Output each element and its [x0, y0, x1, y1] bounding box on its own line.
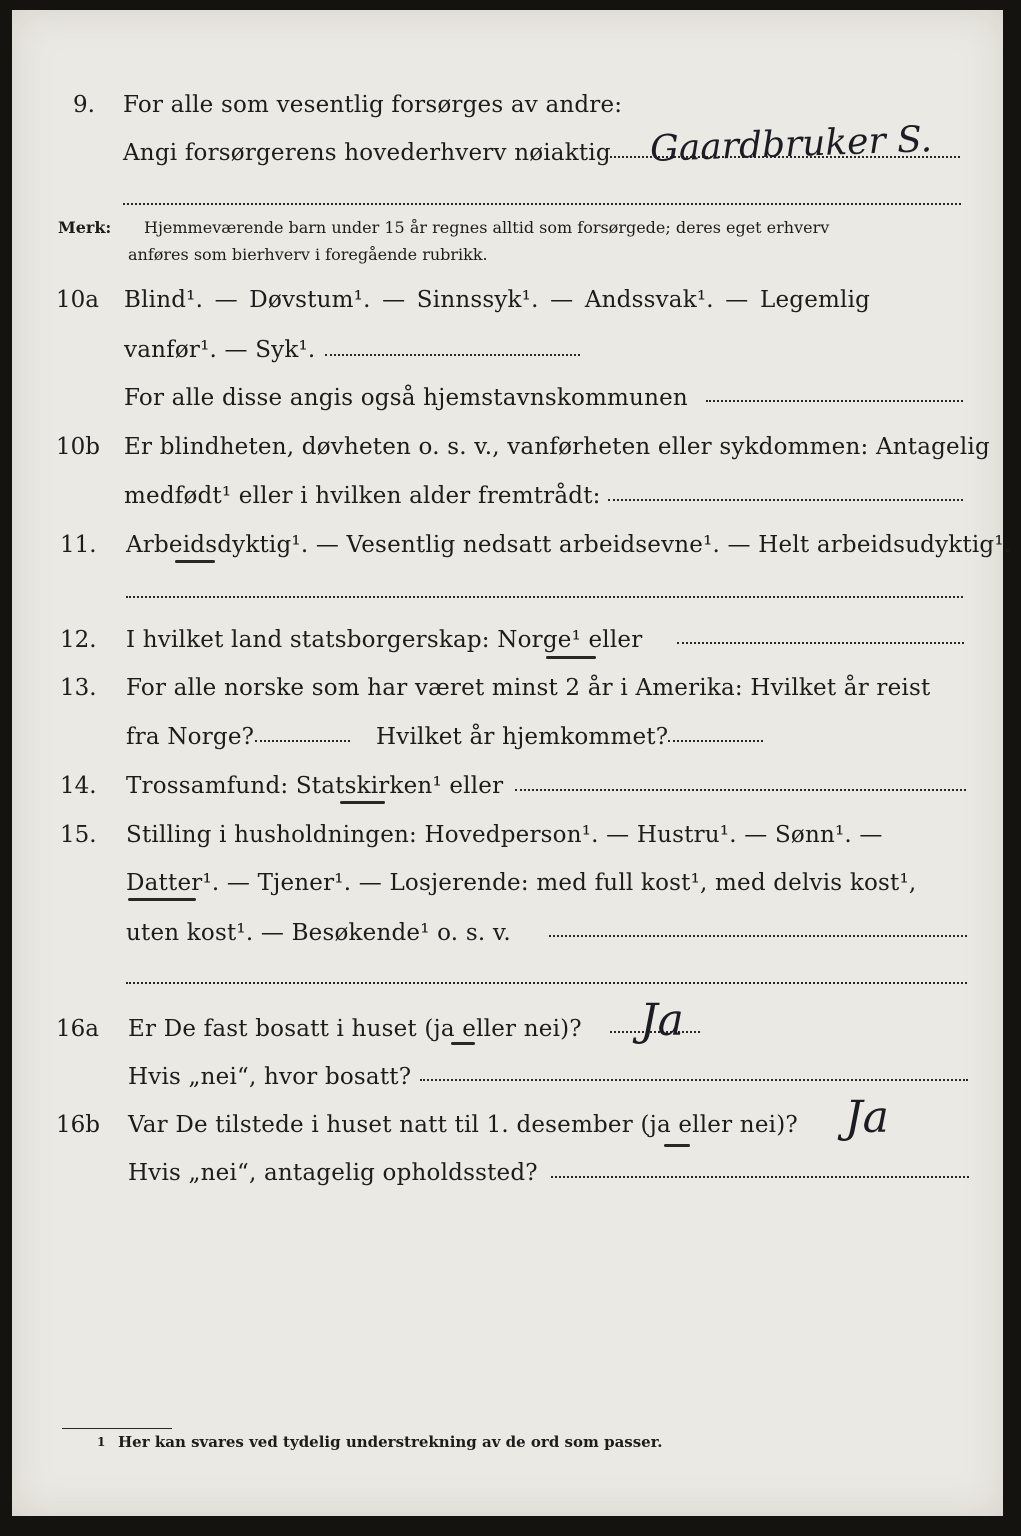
q13-line2a: fra Norge? [126, 724, 255, 750]
q15-line3: uten kost¹. — Besøkende¹ o. s. v. [126, 920, 511, 946]
q13-number: 13. [60, 675, 97, 701]
footnote-text: Her kan svares ved tydelig understrekning av de ord som passer. [118, 1433, 663, 1451]
q16a-line2: Hvis „nei“, hvor bosatt? [128, 1064, 412, 1090]
q15-datter-underline [128, 898, 196, 901]
q10a-number: 10a [56, 287, 99, 313]
footnote-marker: 1 [97, 1435, 106, 1449]
q10b-number: 10b [56, 434, 100, 460]
q15-number: 15. [60, 822, 97, 848]
q15-line1: Stilling i husholdningen: Hovedperson¹. — Hustru¹. — Sønn¹. — [126, 822, 883, 848]
q13-line2b: Hvilket år hjemkommet? [376, 724, 669, 750]
q9-number: 9. [73, 92, 95, 118]
q15-extra-dots [126, 982, 967, 984]
q10b-line2: medfødt¹ eller i hvilken alder fremtrådt: [124, 483, 601, 509]
q16b-number: 16b [56, 1112, 100, 1138]
q11-line1: Arbeidsdyktig¹. — Vesentlig nedsatt arbeidsevne¹. — Helt arbeidsudyktig¹. [126, 532, 1012, 558]
q11-number: 11. [60, 532, 97, 558]
q16b-line1: Var De tilstede i huset natt til 1. desember (ja eller nei)? [128, 1112, 798, 1138]
q12-norge-underline [546, 656, 596, 659]
q16a-line2-dots [420, 1079, 968, 1081]
q16a-line1: Er De fast bosatt i huset (ja eller nei)? [128, 1016, 582, 1042]
q9-line2: Angi forsørgerens hovederhverv nøiaktig [123, 140, 611, 166]
q16b-line2: Hvis „nei“, antagelig opholdssted? [128, 1160, 538, 1186]
q16a-handwritten-answer[interactable]: Ja [640, 995, 684, 1046]
q16a-ja-underline [451, 1042, 475, 1045]
q10b-dots [608, 499, 963, 501]
q10a-line3: For alle disse angis også hjemstavnskommunen [124, 385, 688, 411]
q9-handwritten-answer[interactable]: Gaardbruker S. [649, 119, 933, 170]
q9-line1: For alle som vesentlig forsørges av andre: [123, 92, 623, 118]
q15-line2: Datter¹. — Tjener¹. — Losjerende: med full kost¹, med delvis kost¹, [126, 870, 917, 896]
q9-extra-line [123, 203, 961, 205]
q15-dots [549, 935, 967, 937]
merk-line1: Hjemmeværende barn under 15 år regnes alltid som forsørgede; deres eget erhverv [144, 218, 830, 237]
q13-line1: For alle norske som har været minst 2 år i Amerika: Hvilket år reist [126, 675, 931, 701]
q10a-line3-dots [706, 400, 963, 402]
q16b-handwritten-answer[interactable]: Ja [845, 1092, 889, 1143]
q10b-line1: Er blindheten, døvheten o. s. v., vanførheten eller sykdommen: Antagelig [124, 434, 990, 460]
q12-number: 12. [60, 627, 97, 653]
q11-dots [126, 596, 963, 598]
q14-dots [515, 789, 966, 791]
q14-number: 14. [60, 773, 97, 799]
q14-line1: Trossamfund: Statskirken¹ eller [126, 773, 504, 799]
q14-statskirken-underline [340, 801, 385, 804]
merk-label: Merk: [58, 218, 112, 237]
footnote-rule [62, 1428, 172, 1429]
merk-line2: anføres som bierhverv i foregående rubrikk. [128, 245, 488, 264]
q10a-line2: vanfør¹. — Syk¹. [124, 337, 316, 363]
q12-line1: I hvilket land statsborgerskap: Norge¹ eller [126, 627, 643, 653]
q16a-number: 16a [56, 1016, 99, 1042]
q13-year-returned-dots [668, 740, 763, 742]
q13-year-left-dots [255, 740, 350, 742]
q16b-ja-underline [664, 1144, 690, 1147]
q10a-line1: Blind¹. — Døvstum¹. — Sinnssyk¹. — Andssvak¹. — Legemlig [124, 287, 871, 313]
q12-dots [677, 642, 964, 644]
q11-handwritten-underline [175, 560, 215, 563]
q16b-line2-dots [551, 1176, 969, 1178]
q10a-line2-dots [325, 354, 580, 356]
